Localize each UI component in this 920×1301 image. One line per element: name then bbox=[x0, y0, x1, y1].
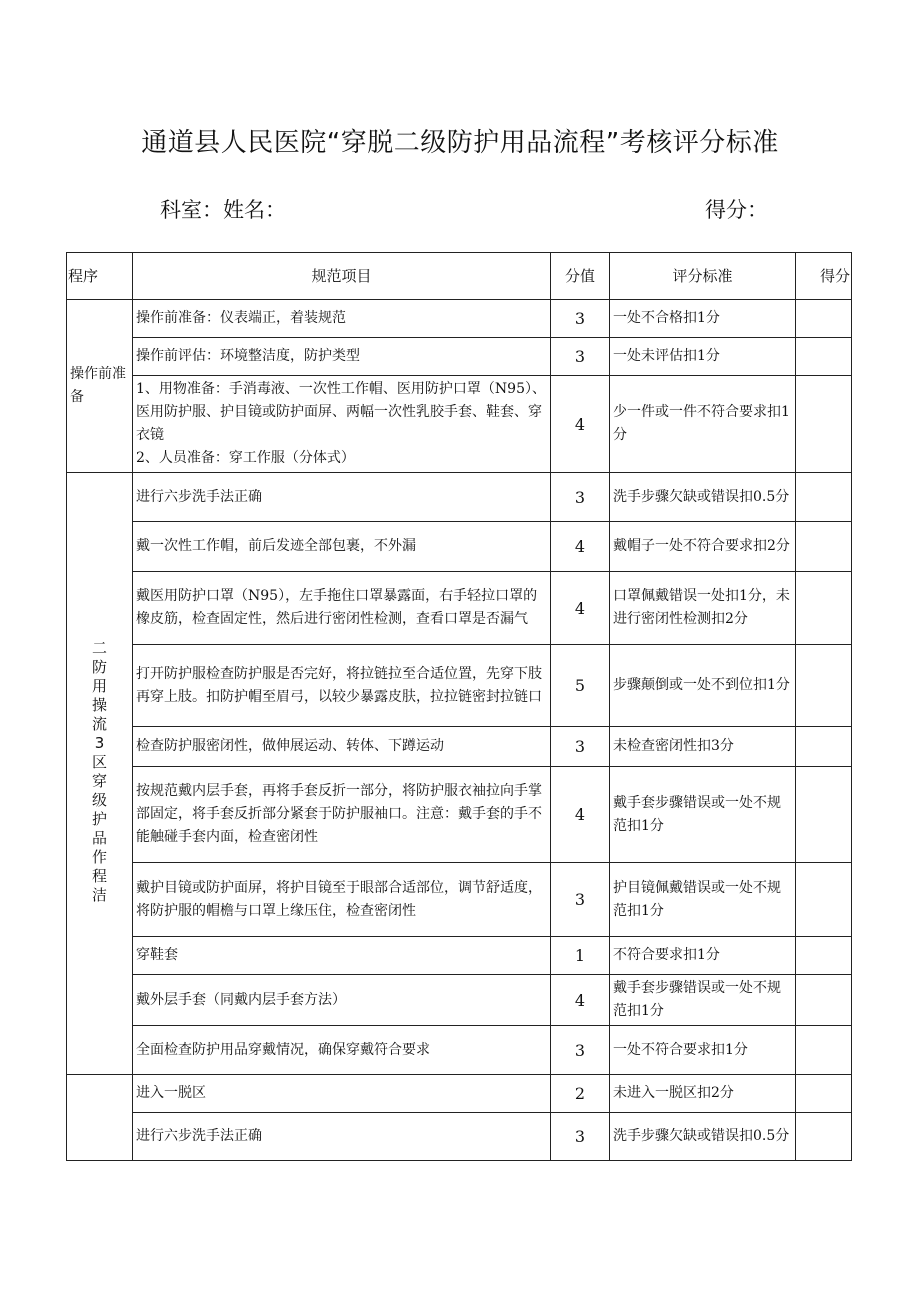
got-cell[interactable] bbox=[796, 376, 852, 473]
col-header-got: 得分 bbox=[796, 253, 852, 300]
dept-name-label: 科室：姓名： bbox=[160, 198, 286, 222]
item-cell: 1、用物准备：手消毒液、一次性工作帽、医用防护口罩（N95）、医用防护服、护目镜或防护面屏、两幅一次性乳胶手套、鞋套、穿衣镜 2、人员准备：穿工作服（分体式） bbox=[133, 376, 551, 473]
table-row bbox=[67, 1075, 852, 1113]
got-cell[interactable] bbox=[796, 300, 852, 338]
standard-cell: 一处不符合要求扣1分 bbox=[610, 1026, 796, 1075]
item-cell: 检查防护服密闭性，做伸展运动、转体、下蹲运动 bbox=[133, 727, 551, 767]
table-row bbox=[67, 767, 852, 863]
score-cell: 2 bbox=[551, 1075, 610, 1113]
item-cell: 进入一脱区 bbox=[133, 1075, 551, 1113]
item-cell: 戴医用防护口罩（N95），左手拖住口罩暴露面，右手轻拉口罩的橡皮筋，检查固定性，然后进行密闭性检测，查看口罩是否漏气 bbox=[133, 572, 551, 645]
score-cell: 1 bbox=[551, 937, 610, 975]
item-cell: 操作前准备：仪表端正，着装规范 bbox=[133, 300, 551, 338]
table-row bbox=[67, 975, 852, 1026]
table-row bbox=[67, 300, 852, 338]
item-cell: 戴一次性工作帽，前后发迹全部包裹，不外漏 bbox=[133, 522, 551, 572]
section-name-prep: 操作前准备 bbox=[67, 300, 133, 473]
col-header-procedure: 程序 bbox=[67, 253, 133, 300]
got-cell[interactable] bbox=[796, 1026, 852, 1075]
score-cell: 3 bbox=[551, 863, 610, 937]
item-cell: 穿鞋套 bbox=[133, 937, 551, 975]
table-row bbox=[67, 645, 852, 727]
score-cell: 3 bbox=[551, 727, 610, 767]
item-cell: 按规范戴内层手套，再将手套反折一部分，将防护服衣袖拉向手掌部固定，将手套反折部分紧套于防护服袖口。注意：戴手套的手不能触碰手套内面，检查密闭性 bbox=[133, 767, 551, 863]
got-cell[interactable] bbox=[796, 767, 852, 863]
score-cell: 3 bbox=[551, 1113, 610, 1161]
standard-cell: 一处不合格扣1分 bbox=[610, 300, 796, 338]
score-cell: 4 bbox=[551, 522, 610, 572]
score-cell: 3 bbox=[551, 338, 610, 376]
item-cell: 全面检查防护用品穿戴情况，确保穿戴符合要求 bbox=[133, 1026, 551, 1075]
score-cell: 4 bbox=[551, 975, 610, 1026]
score-cell: 5 bbox=[551, 645, 610, 727]
standard-cell: 戴手套步骤错误或一处不规范扣1分 bbox=[610, 767, 796, 863]
table-row bbox=[67, 863, 852, 937]
section-vertical-label: 二防用操流3区穿级护品作程洁 bbox=[91, 639, 107, 904]
table-row bbox=[67, 1113, 852, 1161]
standard-cell: 洗手步骤欠缺或错误扣0.5分 bbox=[610, 473, 796, 522]
got-cell[interactable] bbox=[796, 473, 852, 522]
item-cell: 戴护目镜或防护面屏，将护目镜至于眼部合适部位，调节舒适度，将防护服的帽檐与口罩上缘压住，检查密闭性 bbox=[133, 863, 551, 937]
standard-cell: 未检查密闭性扣3分 bbox=[610, 727, 796, 767]
header-row bbox=[67, 253, 852, 300]
score-cell: 4 bbox=[551, 572, 610, 645]
table-row bbox=[67, 572, 852, 645]
got-cell[interactable] bbox=[796, 645, 852, 727]
got-cell[interactable] bbox=[796, 937, 852, 975]
standard-cell: 一处未评估扣1分 bbox=[610, 338, 796, 376]
item-cell: 戴外层手套（同戴内层手套方法） bbox=[133, 975, 551, 1026]
got-cell[interactable] bbox=[796, 338, 852, 376]
got-cell[interactable] bbox=[796, 863, 852, 937]
table-row bbox=[67, 338, 852, 376]
score-cell: 3 bbox=[551, 1026, 610, 1075]
standard-cell: 未进入一脱区扣2分 bbox=[610, 1075, 796, 1113]
item-cell: 进行六步洗手法正确 bbox=[133, 473, 551, 522]
got-cell[interactable] bbox=[796, 1113, 852, 1161]
got-cell[interactable] bbox=[796, 572, 852, 645]
got-cell[interactable] bbox=[796, 1075, 852, 1113]
total-score-label: 得分： bbox=[705, 198, 768, 222]
section-name-donning bbox=[67, 473, 133, 1075]
got-cell[interactable] bbox=[796, 522, 852, 572]
section-name-doffing bbox=[67, 1075, 133, 1161]
item-cell: 打开防护服检查防护服是否完好，将拉链拉至合适位置，先穿下肢再穿上肢。扣防护帽至眉弓，以较少暴露皮肤，拉拉链密封拉链口 bbox=[133, 645, 551, 727]
standard-cell: 不符合要求扣1分 bbox=[610, 937, 796, 975]
page-title: 通道县人民医院“穿脱二级防护用品流程”考核评分标准 bbox=[141, 128, 779, 158]
standard-cell: 戴手套步骤错误或一处不规范扣1分 bbox=[610, 975, 796, 1026]
standard-cell: 洗手步骤欠缺或错误扣0.5分 bbox=[610, 1113, 796, 1161]
table-row bbox=[67, 727, 852, 767]
table-row bbox=[67, 1026, 852, 1075]
item-cell: 操作前评估：环境整洁度，防护类型 bbox=[133, 338, 551, 376]
score-cell: 3 bbox=[551, 473, 610, 522]
standard-cell: 少一件或一件不符合要求扣1分 bbox=[610, 376, 796, 473]
item-cell: 进行六步洗手法正确 bbox=[133, 1113, 551, 1161]
standard-cell: 戴帽子一处不符合要求扣2分 bbox=[610, 522, 796, 572]
standard-cell: 步骤颠倒或一处不到位扣1分 bbox=[610, 645, 796, 727]
table-row bbox=[67, 522, 852, 572]
col-header-score: 分值 bbox=[551, 253, 610, 300]
got-cell[interactable] bbox=[796, 975, 852, 1026]
score-cell: 4 bbox=[551, 376, 610, 473]
score-cell: 4 bbox=[551, 767, 610, 863]
standard-cell: 护目镜佩戴错误或一处不规范扣1分 bbox=[610, 863, 796, 937]
score-cell: 3 bbox=[551, 300, 610, 338]
table-row bbox=[67, 473, 852, 522]
scoring-table bbox=[66, 252, 852, 1161]
got-cell[interactable] bbox=[796, 727, 852, 767]
standard-cell: 口罩佩戴错误一处扣1分，未进行密闭性检测扣2分 bbox=[610, 572, 796, 645]
col-header-standard: 评分标准 bbox=[610, 253, 796, 300]
table-row bbox=[67, 376, 852, 473]
table-row bbox=[67, 937, 852, 975]
col-header-item: 规范项目 bbox=[133, 253, 551, 300]
